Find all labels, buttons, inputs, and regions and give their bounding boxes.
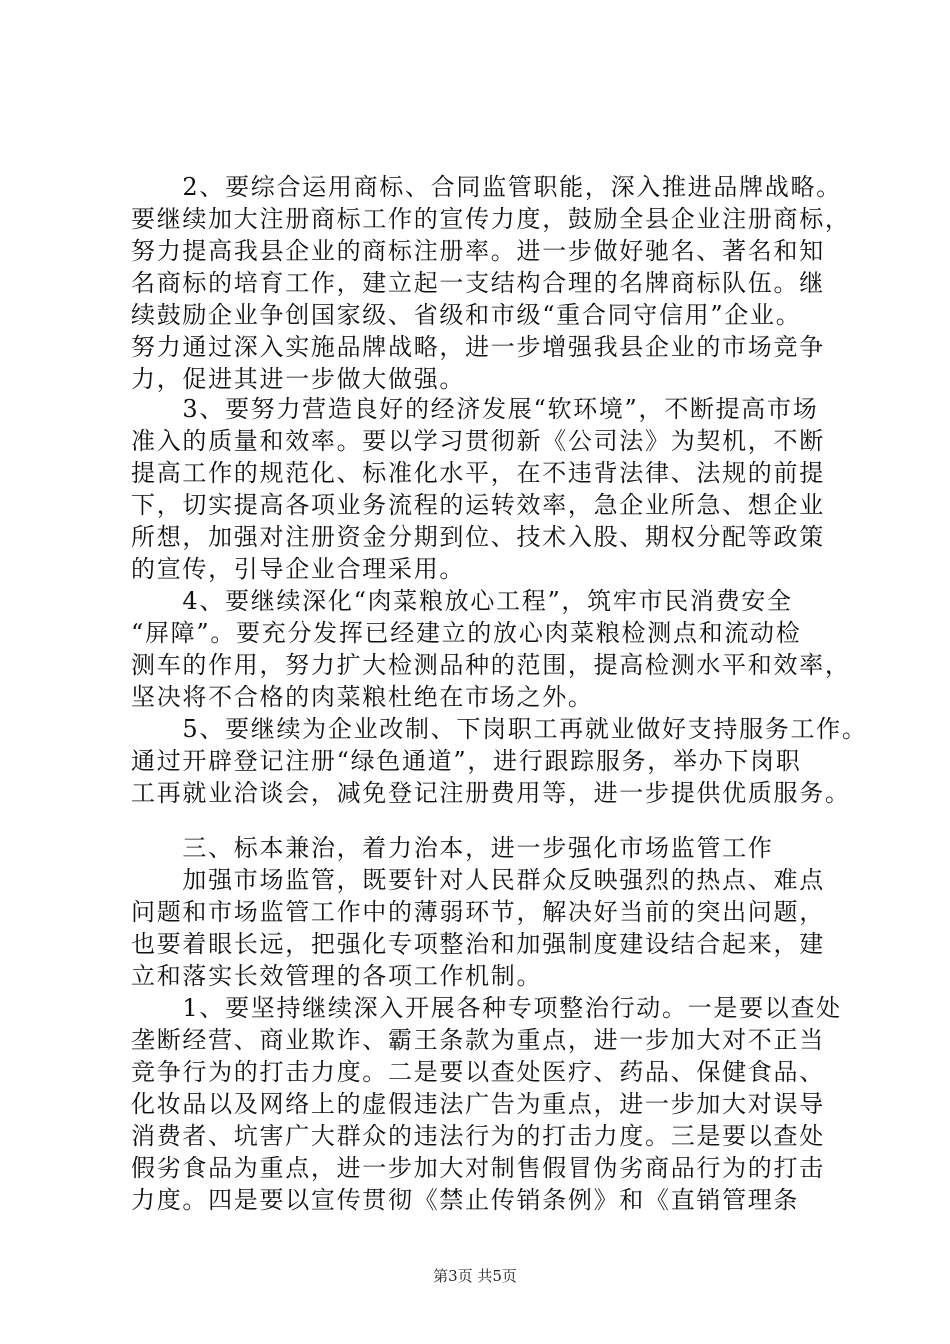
text-line: 的宣传，引导企业合理采用。: [131, 555, 466, 583]
text-line: 三、标本兼治，着力治本，进一步强化市场监管工作: [131, 834, 774, 862]
text-line: 通过开辟登记注册“绿色通道”，进行跟踪服务，举办下岗职: [131, 747, 802, 775]
text-line: 测车的作用，努力扩大检测品种的范围，提高检测水平和效率，: [131, 651, 851, 679]
text-line: 名商标的培育工作，建立起一支结构合理的名牌商标队伍。继: [131, 269, 825, 297]
text-line: 加强市场监管，既要针对人民群众反映强烈的热点、难点: [131, 866, 825, 894]
text-line: 力，促进其进一步做大做强。: [131, 365, 466, 393]
text-line: 1、要坚持继续深入开展各种专项整治行动。一是要以查处: [131, 994, 842, 1022]
text-line: 3、要努力营造良好的经济发展“软环境”，不断提高市场: [131, 395, 819, 423]
text-line: 化妆品以及网络上的虚假违法广告为重点，进一步加大对误导: [131, 1090, 825, 1118]
page-footer: [0, 1266, 950, 1286]
text-line: 努力提高我县企业的商标注册率。进一步做好驰名、著名和知: [131, 237, 825, 265]
text-line: 努力通过深入实施品牌战略，进一步增强我县企业的市场竞争: [131, 333, 825, 361]
text-line: 准入的质量和效率。要以学习贯彻新《公司法》为契机，不断: [131, 427, 825, 455]
text-line: 垄断经营、商业欺诈、霸王条款为重点，进一步加大对不正当: [131, 1026, 825, 1054]
text-line: 立和落实长效管理的各项工作机制。: [131, 962, 543, 990]
text-line: 所想，加强对注册资金分期到位、技术入股、期权分配等政策: [131, 523, 825, 551]
text-line: 坚决将不合格的肉菜粮杜绝在市场之外。: [131, 683, 594, 711]
text-line: 5、要继续为企业改制、下岗职工再就业做好支持服务工作。: [131, 715, 868, 743]
text-line: 提高工作的规范化、标准化水平，在不违背法律、法规的前提: [131, 459, 825, 487]
text-line: 下，切实提高各项业务流程的运转效率，急企业所急、想企业: [131, 491, 825, 519]
text-line: 消费者、坑害广大群众的违法行为的打击力度。三是要以查处: [131, 1122, 825, 1150]
text-line: 也要着眼长远，把强化专项整治和加强制度建设结合起来，建: [131, 930, 825, 958]
text-line: 2、要综合运用商标、合同监管职能，深入推进品牌战略。: [131, 173, 842, 201]
text-line: 要继续加大注册商标工作的宣传力度，鼓励全县企业注册商标，: [131, 205, 851, 233]
text-line: 竞争行为的打击力度。二是要以查处医疗、药品、保健食品、: [131, 1058, 825, 1086]
text-line: 问题和市场监管工作中的薄弱环节，解决好当前的突出问题，: [131, 898, 825, 926]
page-number-label: 第3页 共5页: [433, 1267, 517, 1285]
text-line: 力度。四是要以宣传贯彻《禁止传销条例》和《直销管理条: [131, 1186, 800, 1214]
text-line: “屏障”。要充分发挥已经建立的放心肉菜粮检测点和流动检: [131, 619, 802, 647]
text-line: 4、要继续深化“肉菜粮放心工程”，筑牢市民消费安全: [131, 587, 793, 615]
text-line: 工再就业洽谈会，减免登记注册费用等，进一步提供优质服务。: [131, 779, 851, 807]
text-line: 续鼓励企业争创国家级、省级和市级“重合同守信用”企业。: [131, 301, 802, 329]
text-line: 假劣食品为重点，进一步加大对制售假冒伪劣商品行为的打击: [131, 1154, 825, 1182]
